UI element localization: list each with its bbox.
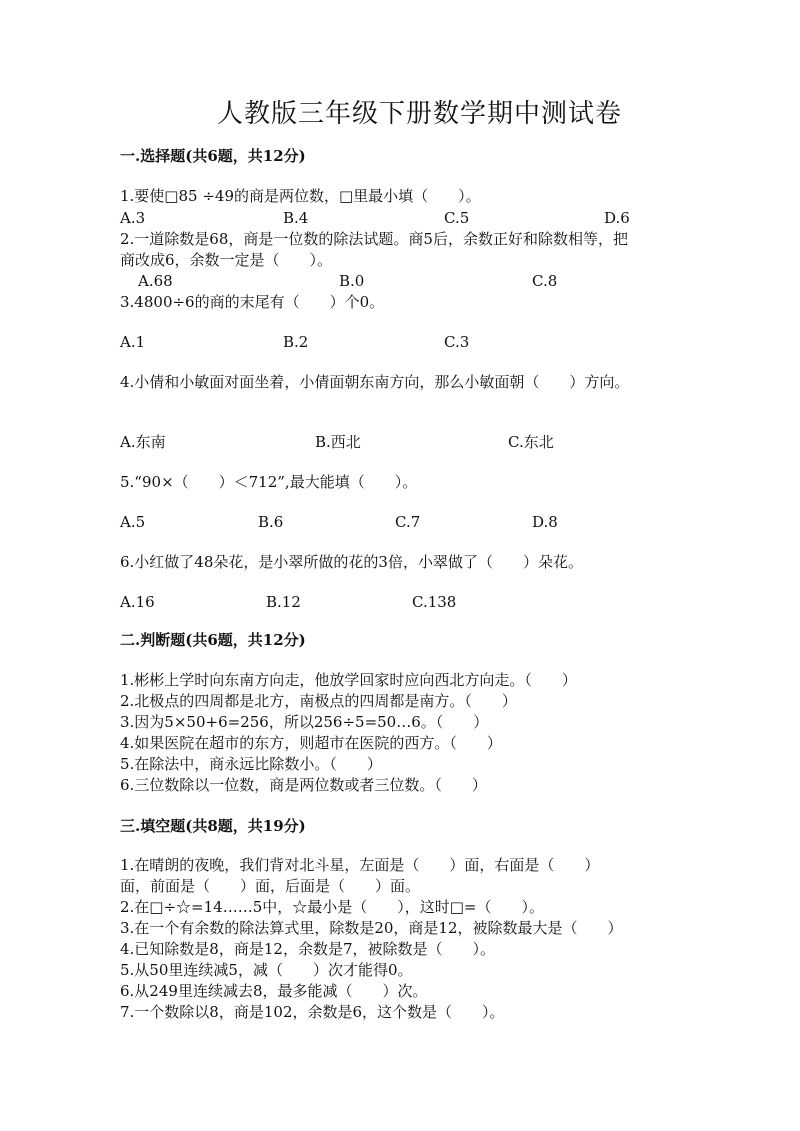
q1-option-a: A.3 xyxy=(120,209,146,227)
q4-option-a: A.东南 xyxy=(120,433,166,451)
q2-option-b: B.0 xyxy=(339,272,365,290)
fill-blank-item: 6.从249里连续减去8，最多能减（ ）次。 xyxy=(120,982,428,1000)
q4-option-b: B.西北 xyxy=(315,433,361,451)
judgment-item: 3.因为5×50+6=256，所以256÷5=50…6。（ ） xyxy=(120,713,489,731)
fill-blank-item: 2.在□÷☆=14……5中，☆最小是（ ），这时□=（ ）。 xyxy=(120,898,544,916)
q2-option-a: A.68 xyxy=(138,272,173,290)
section-heading-judgment: 二.判断题(共6题，共12分) xyxy=(120,631,306,649)
q4-option-c: C.东北 xyxy=(508,433,554,451)
judgment-item: 2.北极点的四周都是北方，南极点的四周都是南方。（ ） xyxy=(120,692,517,710)
q3-option-c: C.3 xyxy=(444,333,470,351)
question-3-stem: 3.4800÷6的商的末尾有（ ）个0。 xyxy=(120,293,385,311)
q5-option-d: D.8 xyxy=(532,513,558,531)
q3-option-a: A.1 xyxy=(120,333,146,351)
judgment-item: 4.如果医院在超市的东方，则超市在医院的西方。（ ） xyxy=(120,734,502,752)
fill-blank-item: 面，前面是（ ）面，后面是（ ）面。 xyxy=(120,877,421,895)
q6-option-a: A.16 xyxy=(120,593,155,611)
section-heading-choice: 一.选择题(共6题，共12分) xyxy=(120,147,306,165)
q2-option-c: C.8 xyxy=(532,272,558,290)
q5-option-a: A.5 xyxy=(120,513,146,531)
judgment-item: 1.彬彬上学时向东南方向走，他放学回家时应向西北方向走。（ ） xyxy=(120,671,577,689)
q1-option-d: D.6 xyxy=(604,209,630,227)
q1-option-b: B.4 xyxy=(283,209,309,227)
judgment-item: 6.三位数除以一位数，商是两位数或者三位数。（ ） xyxy=(120,776,487,794)
q1-option-c: C.5 xyxy=(444,209,470,227)
question-2-stem-line1: 2.一道除数是68，商是一位数的除法试题。商5后，余数正好和除数相等，把 xyxy=(120,230,628,248)
fill-blank-item: 3.在一个有余数的除法算式里，除数是20，商是12，被除数最大是（ ） xyxy=(120,919,623,937)
q6-option-b: B.12 xyxy=(266,593,301,611)
question-2-stem-line2: 商改成6，余数一定是（ ）。 xyxy=(120,251,333,269)
q5-option-b: B.6 xyxy=(258,513,284,531)
judgment-item: 5.在除法中，商永远比除数小。（ ） xyxy=(120,755,382,773)
question-5-stem: 5.“90×（ ）＜712”,最大能填（ ）。 xyxy=(120,473,418,491)
q3-option-b: B.2 xyxy=(283,333,309,351)
question-4-stem: 4.小倩和小敏面对面坐着，小倩面朝东南方向，那么小敏面朝（ ）方向。 xyxy=(120,373,630,391)
question-6-stem: 6.小红做了48朵花，是小翠所做的花的3倍，小翠做了（ ）朵花。 xyxy=(120,553,583,571)
q6-option-c: C.138 xyxy=(412,593,457,611)
fill-blank-item: 4.已知除数是8，商是12，余数是7，被除数是（ ）。 xyxy=(120,940,495,958)
fill-blank-item: 1.在晴朗的夜晚，我们背对北斗星，左面是（ ）面，右面是（ ） xyxy=(120,856,600,874)
q5-option-c: C.7 xyxy=(395,513,421,531)
section-heading-fill-blank: 三.填空题(共8题，共19分) xyxy=(120,817,306,835)
question-1-stem: 1.要使□85 ÷49的商是两位数，□里最小填（ ）。 xyxy=(120,187,481,205)
fill-blank-item: 5.从50里连续减5，减（ ）次才能得0。 xyxy=(120,961,413,979)
page-title: 人教版三年级下册数学期中测试卷 xyxy=(217,99,623,129)
fill-blank-item: 7.一个数除以8，商是102，余数是6，这个数是（ ）。 xyxy=(120,1003,505,1021)
